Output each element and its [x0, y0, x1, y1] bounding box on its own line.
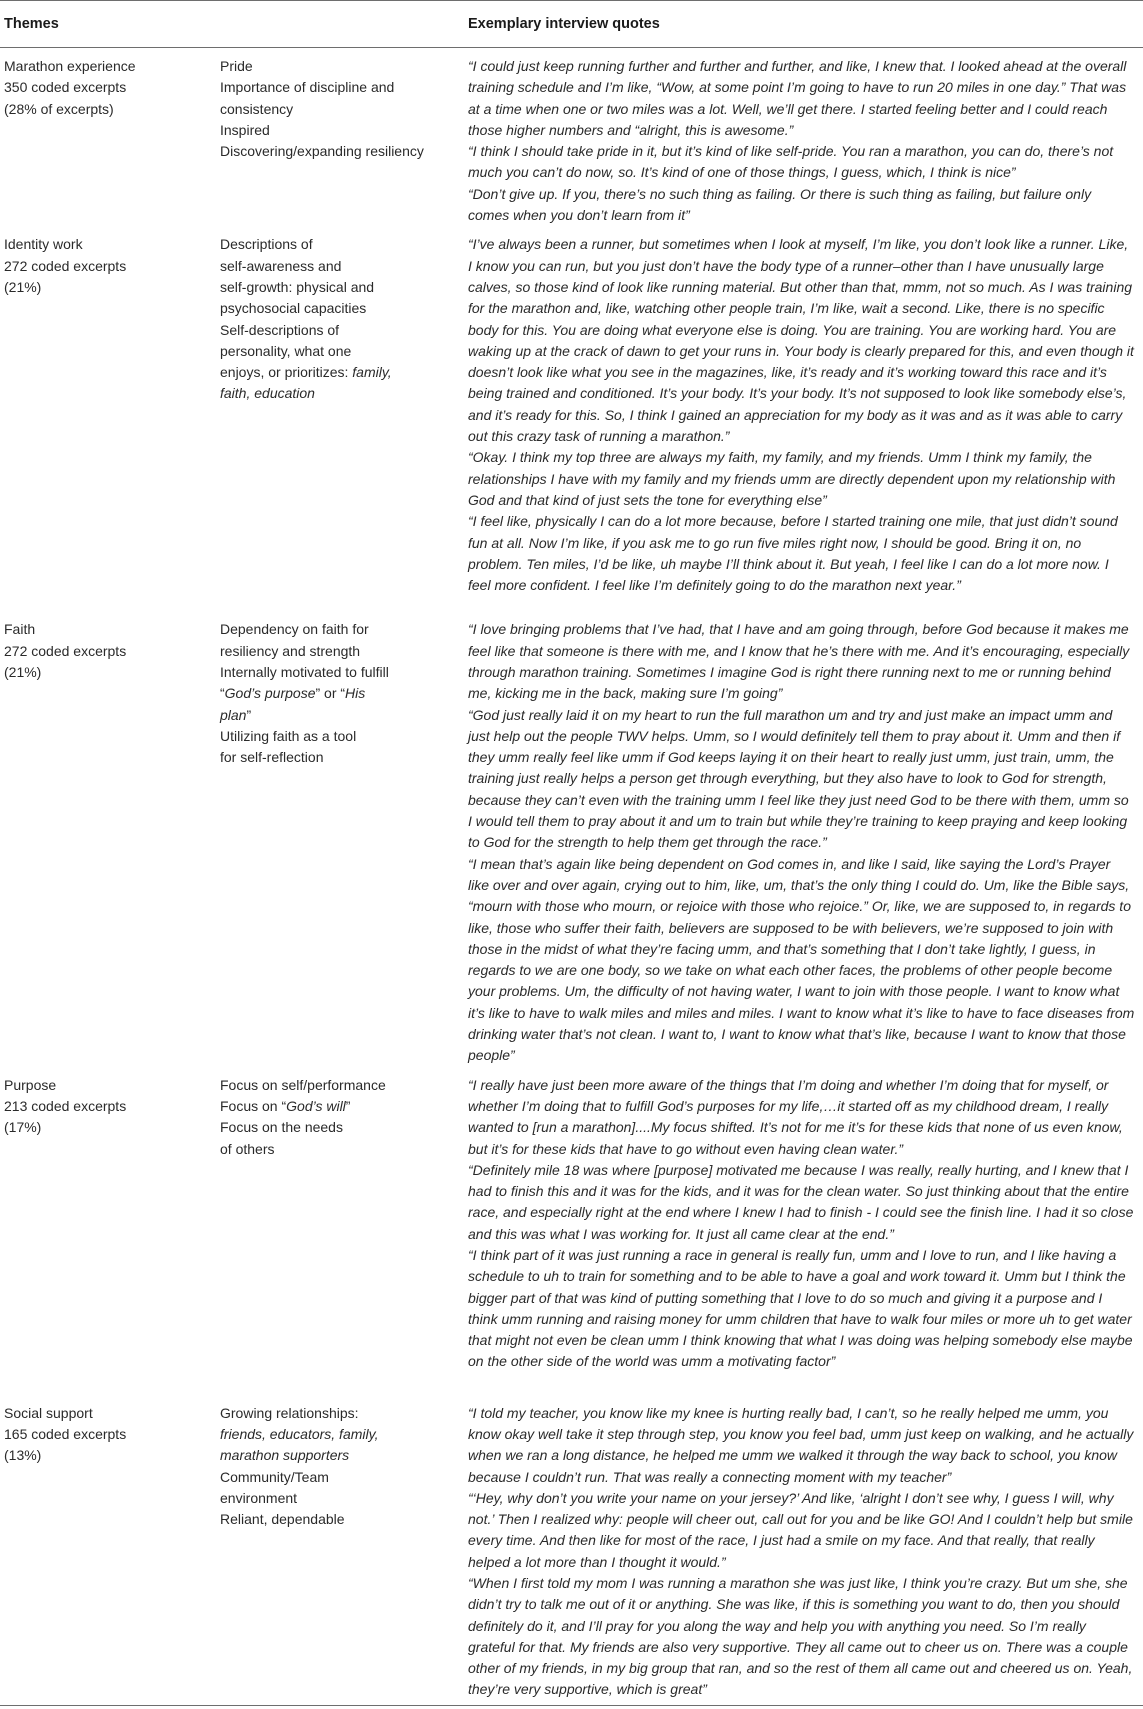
theme-percent: (21%): [4, 278, 42, 295]
header-themes: Themes: [0, 1, 468, 48]
theme-name: Purpose: [4, 1076, 57, 1093]
quote: “I think I should take pride in it, but it’s kind of like self-pride. You ran a marathon, you can do, there’s not much you can’t do now, so. It’s kind of one of those things, I guess, which, I think is nice”: [468, 143, 1114, 181]
subtheme: of others: [220, 1140, 275, 1157]
header-row: [0, 1, 1143, 48]
quote: “Okay. I think my top three are always my faith, my family, and my friends. Umm I think my family, the relationships I have with my family and my friends umm are directly dependent upon my relationship with God and that kind of just sets the tone for everything else”: [468, 449, 1116, 508]
table-row: [0, 1395, 1143, 1703]
theme-count: 272 coded excerpts: [4, 642, 127, 659]
theme-percent: (21%): [4, 663, 42, 680]
subtheme-italic: His: [345, 685, 366, 702]
subtheme-italic: faith, education: [220, 385, 315, 402]
subtheme: Pride: [220, 58, 253, 74]
table-bottom-rule: [0, 1705, 1143, 1706]
subtheme: resiliency and strength: [220, 642, 361, 659]
quotes-cell: [468, 611, 1143, 1066]
subtheme-cell: [220, 1067, 468, 1395]
quote: “I mean that’s again like being dependent on God comes in, and like I said, like saying the Lord’s Prayer like over and over again, crying out to him, like, um, that’s the only thing I could do. Um, like the Bible says, “mourn with those who mourn, or rejoice with those who rejoice.” Or, like, we are supposed to, in regards to like, those who suffer their faith, believers are supposed to be with believers, we’re supposed to join with those in the midst of what they’re facing umm, and that’s something that I don’t take lightly, I guess, in regards to we are one body, so we take on what each other faces, the problems of other people become your problems. Um, the difficulty of not having water, I want to join with those people. I want to know what it’s like to have to walk miles and miles and miles. I want to know what it’s like to have to face diseases from drinking water that’s not clean. I want to, I want to know what that’s like, because I want to know that those people”: [468, 855, 1135, 1064]
subtheme-text: enjoys, or prioritizes:: [220, 364, 353, 381]
subtheme: self-awareness and: [220, 257, 342, 274]
subtheme-text: Focus on “: [220, 1097, 287, 1114]
quote: “Definitely mile 18 was where [purpose] motivated me because I was really, really hurting, and I knew that I had to finish this and it was for the kids, and it was for the clean water. So just thinking about that the entire race, and especially right at the end where I knew I had to finish - I could see the finish line. I had it so close and this was what I was working for. It just all came clear at the end.”: [468, 1161, 1134, 1242]
theme-count: 272 coded excerpts: [4, 257, 127, 274]
subtheme: [220, 683, 460, 704]
theme-count: 213 coded excerpts: [4, 1097, 127, 1114]
table-row: [0, 226, 1143, 611]
theme-cell: [0, 1395, 220, 1703]
quote: “‘Hey, why don’t you write your name on your jersey?’ And like, ‘alright I don’t see why, I guess I will, why not.’ Then I realized why: people will cheer out, call out for you and be like GO! And I couldn’t help but smile every time. And then like for most of the race, I just had a smile on my face. And that really, that really helped a lot more than I thought it would.”: [468, 1489, 1133, 1570]
subtheme-italic: marathon supporters: [220, 1447, 350, 1464]
quotes-cell: [468, 1067, 1143, 1395]
quote: “I’ve always been a runner, but sometimes when I look at myself, I’m like, you don’t look like a runner. Like, I know you can run, but you just don’t have the body type of a runner–other than I have unusually large calves, so those kind of look like running material. But other than that, mmm, not so much. As I was training for the marathon and, like, watching other people train, I’m like, wait a second. Like, there is no specific body for this. You are doing what everyone else is doing. You are training. You are working hard. You are waking up at the crack of dawn to get your runs in. Your body is clearly prepared for this, and even though it doesn’t look like what you see in the magazines, like, it’s ready and it’s working toward this race and it’s being trained and conditioned. It’s your body. It’s your body. It’s not supposed to look like somebody else’s, and it’s ready for this. So, I think I gained an appreciation for my body as it was and as it was able to carry out this crazy task of running a marathon.”: [468, 236, 1134, 445]
quotes-cell: [468, 48, 1143, 227]
subtheme-cell: [220, 611, 468, 1066]
subtheme: Community/Team: [220, 1468, 329, 1485]
subtheme-italic: friends, educators, family,: [220, 1425, 379, 1442]
quotes-cell: [468, 226, 1143, 611]
subtheme: Focus on self/performance: [220, 1076, 386, 1093]
subtheme: self-growth: physical and: [220, 278, 375, 295]
theme-percent: (13%): [4, 1447, 42, 1464]
subtheme: Focus on the needs: [220, 1119, 343, 1136]
quotes-cell: [468, 1395, 1143, 1703]
quote: “I love bringing problems that I’ve had, that I have and am going through, before God because it makes me feel like that someone is there with me, and I know that he’s there with me. And it’s encouraging, especially through marathon training. Sometimes I imagine God is right there running next to me or running behind me, kicking me in the back, making sure I’m going”: [468, 621, 1130, 702]
quote: “Don’t give up. If you, there’s no such thing as failing. Or there is such thing as failing, but failure only comes when you don’t learn from it”: [468, 185, 1092, 224]
theme-cell: [0, 1067, 220, 1395]
subtheme: psychosocial capacities: [220, 300, 367, 317]
theme-count: 165 coded excerpts: [4, 1425, 127, 1442]
quote: “I really have just been more aware of the things that I’m doing and whether I’m doing that for myself, or whether I’m doing that to fulfill God’s purposes for my life,…it started off as my childhood dream, I really wanted to [run a marathon]....My focus shifted. It’s not for me it’s for these kids that none of us even know, but it’s for these kids that have to go without even having clean water.”: [468, 1076, 1123, 1157]
subtheme-cell: [220, 1395, 468, 1703]
table-row: [0, 611, 1143, 1066]
subtheme: Reliant, dependable: [220, 1511, 345, 1528]
theme-cell: [0, 226, 220, 611]
theme-cell: [0, 611, 220, 1066]
subtheme-text: ” or “: [315, 685, 346, 702]
subtheme-italic: God’s will: [286, 1097, 346, 1114]
subtheme-text: “: [220, 685, 225, 702]
subtheme: Inspired: [220, 121, 270, 138]
table-row: [0, 1067, 1143, 1395]
quote: “God just really laid it on my heart to run the full marathon um and try and just make an impact umm and just help out the people TWV helps. Umm, so I would definitely tell them to pray about it. Umm and then if they umm really feel like umm if God keeps laying it on their heart to really just umm, just train, umm, the training just really helps a person get through everything, but they also have to look to God for strength, because they can’t even with the training umm I feel like they just need God to be there with them, umm so I would tell them to pray about it and um to train but while they’re training to keep praying and keep looking to God for the strength to help them get through the race.”: [468, 706, 1129, 851]
subtheme: for self-reflection: [220, 749, 324, 766]
subtheme: Self-descriptions of: [220, 321, 340, 338]
quote: “When I first told my mom I was running a marathon she was just like, I think you’re crazy. But um she, she didn’t try to talk me out of it or anything. She was like, if this is something you want to do, then you should definitely do it, and I’ll pray for you along the way and help you with anything you need. So I’m really grateful for that. My friends are also very supportive. They all came out to cheer us on. There was a couple other of my friends, in my big group that ran, and so the rest of them all came out and cheered us on. Yeah, they’re very supportive, which is great”: [468, 1574, 1133, 1698]
theme-name: Social support: [4, 1404, 93, 1421]
quote: “I think part of it was just running a race in general is really fun, umm and I love to run, and I like having a schedule to uh to train for something and to be able to have a goal and work toward it. Umm but I think the bigger part of that was kind of putting something that I love to do so much and giving it a purpose and I think umm running and raising money for umm children that have to walk four miles or more uh to get water that might not even be clean umm I think knowing that what I was doing was helping somebody else maybe on the other side of the world was umm a motivating factor”: [468, 1246, 1133, 1370]
subtheme: Internally motivated to fulfill: [220, 663, 389, 680]
subtheme-italic: plan: [220, 706, 247, 723]
quote: “I feel like, physically I can do a lot more because, before I started training one mile, that just didn’t sound fun at all. Now I’m like, if you ask me to go run five miles right now, I should be good. Bring it on, no problem. Ten miles, I’d be like, uh maybe I’ll think about it. But yeah, I feel like I can do a lot more now. I feel more confident. I feel like I’m definitely going to do the marathon next year.”: [468, 513, 1118, 594]
subtheme-italic: family,: [352, 364, 392, 381]
theme-percent: (17%): [4, 1119, 42, 1136]
subtheme-text: ”: [345, 1097, 351, 1114]
table-row: [0, 48, 1143, 227]
theme-name: Marathon experience: [4, 58, 136, 74]
header-quotes: Exemplary interview quotes: [468, 1, 1143, 48]
subtheme: personality, what one: [220, 342, 352, 359]
subtheme-text: ”: [246, 706, 252, 723]
quote: “I could just keep running further and further and further, and like, I knew that. I looked ahead at the overall training schedule and I’m like, “Wow, at some point I’m going to have to run 20 miles in one day.” That was at a time when one or two miles was a lot. Well, we’ll get there. I started feeling better and I could reach those higher numbers and “alright, this is awesome.”: [468, 58, 1127, 138]
subtheme-italic: God’s purpose: [224, 685, 316, 702]
theme-cell: [0, 48, 220, 227]
theme-count: 350 coded excerpts: [4, 79, 127, 96]
quote: “I told my teacher, you know like my knee is hurting really bad, I can’t, so he really helped me umm, you know okay well take it step through step, you know you feel bad, umm just keep on walking, and he actually when we ran a long distance, he helped me umm we walked it through the way back to school, you know because I couldn’t run. That was really a connecting moment with my teacher”: [468, 1404, 1134, 1485]
subtheme: Utilizing faith as a tool: [220, 727, 357, 744]
subtheme-cell: [220, 226, 468, 611]
subtheme: Growing relationships:: [220, 1404, 359, 1421]
subtheme: environment: [220, 1489, 298, 1506]
subtheme: Importance of discipline and: [220, 79, 395, 96]
theme-percent: (28% of excerpts): [4, 100, 114, 117]
theme-name: Identity work: [4, 236, 83, 253]
subtheme: [220, 1096, 460, 1117]
subtheme: [220, 362, 460, 383]
subtheme: consistency: [220, 100, 294, 117]
subtheme: Dependency on faith for: [220, 621, 369, 638]
theme-name: Faith: [4, 621, 36, 638]
subtheme: Discovering/expanding resiliency: [220, 143, 424, 160]
subtheme: Descriptions of: [220, 236, 313, 253]
subtheme: [220, 705, 460, 726]
subtheme-cell: [220, 48, 468, 227]
